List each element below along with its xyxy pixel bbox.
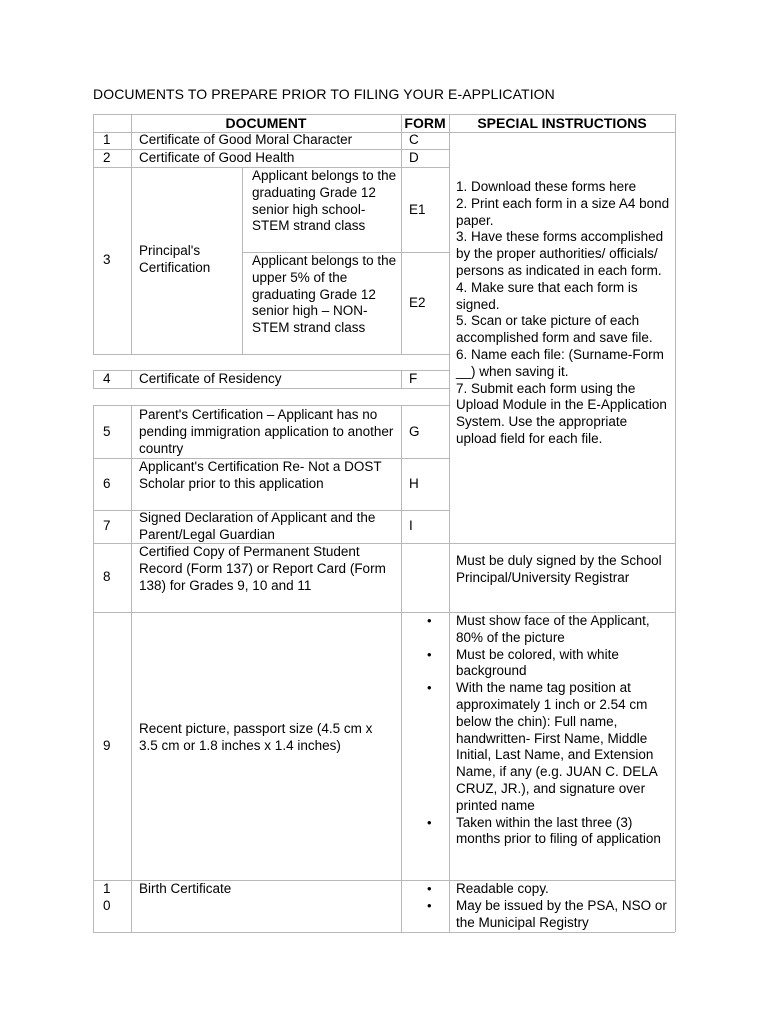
- row-number: 9: [103, 738, 111, 753]
- column-border: [93, 370, 94, 388]
- list-item: • Must show face of the Applicant, 80% of the picture: [430, 613, 668, 647]
- row-number: 5: [103, 424, 111, 439]
- row-number: 8: [103, 569, 111, 584]
- row-number: 1 0: [103, 881, 111, 913]
- form-code: F: [409, 371, 418, 386]
- form-code: E2: [409, 295, 426, 310]
- document-name: Signed Declaration of Applicant and the Parent/Legal Guardian: [139, 510, 376, 542]
- column-border: [131, 114, 132, 354]
- form-code: I: [409, 518, 413, 533]
- list-item: • Taken within the last three (3) months prior to filing of application: [430, 815, 668, 849]
- column-border: [93, 114, 94, 354]
- list-item: • May be issued by the PSA, NSO or the Municipal Registry: [430, 898, 668, 932]
- special-instructions: Must be duly signed by the School Principal/University Registrar: [456, 553, 662, 585]
- document-name: Parent's Certification – Applicant has no pending immigration application to another country: [139, 407, 394, 456]
- header-document: DOCUMENT: [225, 115, 307, 131]
- document-name: Certified Copy of Permanent Student Record (Form 137) or Report Card (Form 138) for Grades 9, 10 and 11: [139, 544, 386, 593]
- list-item: • With the name tag position at approximately 1 inch or 2.54 cm below the chin): Full name, handwritten- First Name, Middle Initial, Last Name, and Extension Name, if any (e.g. JUAN C. DELA CRUZ, JR.), and signature over printed name: [430, 680, 668, 814]
- list-item: • Readable copy.: [430, 881, 668, 898]
- document-name: Certificate of Residency: [139, 371, 282, 386]
- form-code: E1: [409, 202, 426, 217]
- document-name: Certificate of Good Health: [139, 150, 295, 165]
- form-code: H: [409, 476, 419, 491]
- sub-condition-non-stem: Applicant belongs to the upper 5% of the graduating Grade 12 senior high – NON-STEM strand class: [252, 253, 397, 336]
- form-code: D: [409, 150, 419, 165]
- special-instructions-list: [430, 881, 668, 931]
- row-number: 4: [103, 371, 111, 386]
- document-name: Principal's Certification: [139, 243, 211, 275]
- row-number: 7: [103, 518, 111, 533]
- row-number: 1: [103, 132, 111, 147]
- row-divider: [93, 388, 449, 389]
- column-border: [131, 405, 132, 932]
- special-instructions-list: [430, 613, 668, 848]
- row-number: 6: [103, 476, 111, 491]
- column-border: [675, 114, 676, 932]
- shared-instructions: 1. Download these forms here 2. Print each form in a size A4 bond paper. 3. Have these forms accomplished by the proper authorities/ officials/ persons as indicated in each form. 4. Make sure that each form is signed. 5. Scan or take picture of each accomplished form and save file. 6. Name each file: (Surname-Form __) when saving it. 7. Submit each form using the Upload Module in the E-Application System. Use the appropriate upload field for each file.: [456, 179, 670, 446]
- header-special-instructions: SPECIAL INSTRUCTIONS: [477, 115, 647, 131]
- header-form: FORM: [404, 115, 446, 131]
- document-name: Certificate of Good Moral Character: [139, 132, 353, 147]
- form-code: G: [409, 424, 420, 439]
- row-divider: [93, 354, 449, 355]
- column-border: [131, 370, 132, 388]
- page-title: DOCUMENTS TO PREPARE PRIOR TO FILING YOUR E-APPLICATION: [93, 86, 555, 102]
- form-code: C: [409, 132, 419, 147]
- sub-condition-stem: Applicant belongs to the graduating Grade 12 senior high school-STEM strand class: [252, 168, 397, 234]
- column-border: [401, 405, 402, 932]
- column-border: [93, 405, 94, 932]
- document-name: Recent picture, passport size (4.5 cm x 3.5 cm or 1.8 inches x 1.4 inches): [139, 721, 373, 753]
- row-divider: [93, 405, 449, 406]
- row-number: 2: [103, 150, 111, 165]
- row-number: 3: [103, 252, 111, 267]
- column-border: [401, 370, 402, 388]
- table-bottom-border: [93, 932, 675, 933]
- column-border: [242, 167, 243, 354]
- document-name: Birth Certificate: [139, 881, 232, 896]
- column-border: [401, 114, 402, 354]
- document-name: Applicant's Certification Re- Not a DOST Scholar prior to this application: [139, 459, 382, 491]
- list-item: • Must be colored, with white background: [430, 647, 668, 681]
